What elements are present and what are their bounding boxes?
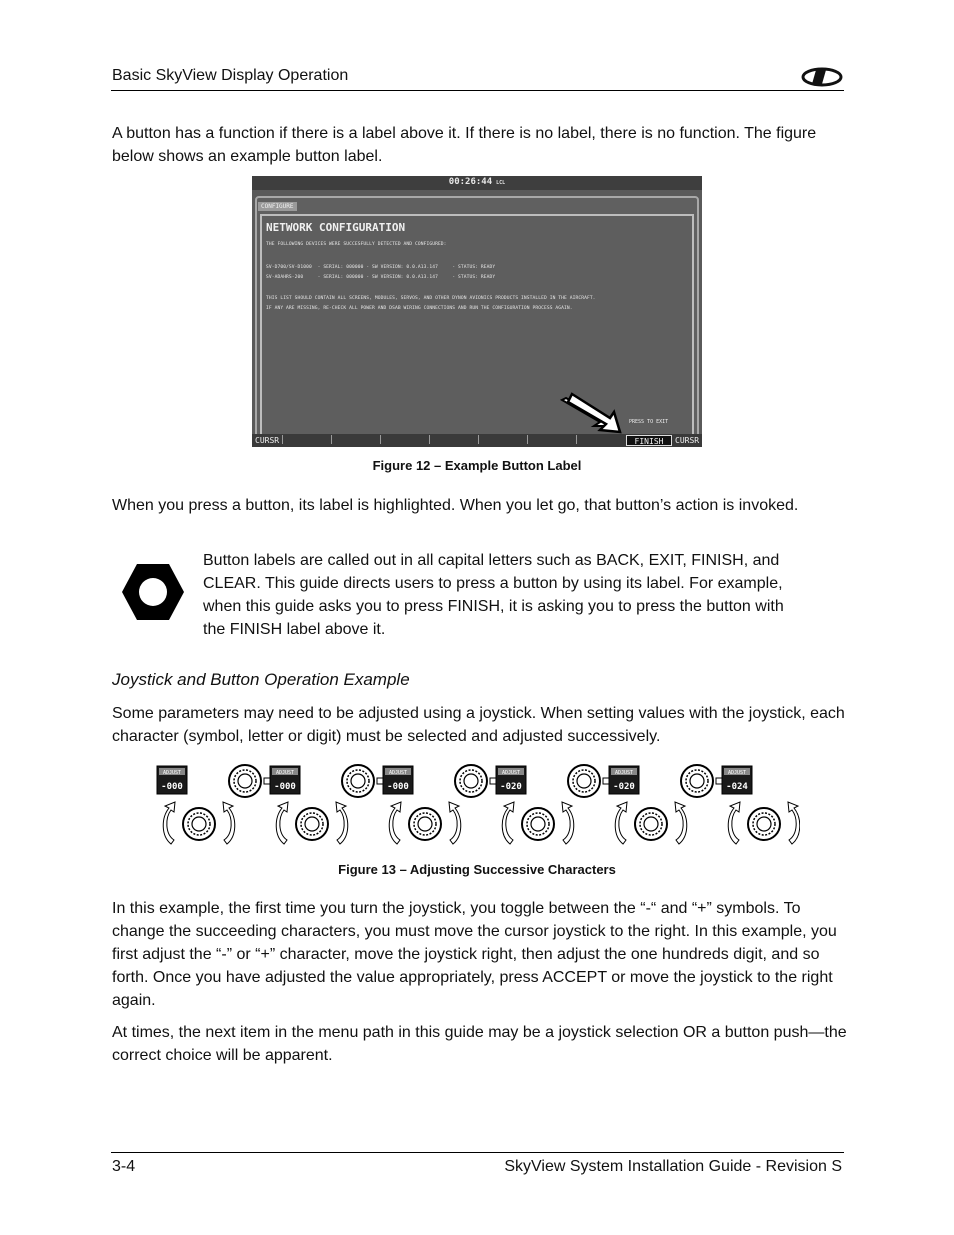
adjust-label: ADJUST — [162, 770, 182, 776]
example-paragraph: In this example, the first time you turn the joystick, you toggle between the “-“ and “+” symbols. To change the succeeding characters, you must move the cursor joystick to the right. In this example, you first adjust the “-” or “+” character, move the joystick right, then adjust the one hundreds digit, and so forth. Once you have adjusted the value appropriately, press ACCEPT or move the joystick to the right again. — [112, 900, 837, 1009]
document-title: SkyView System Installation Guide - Revision S — [504, 1158, 842, 1175]
adjust-label: ADJUST — [614, 770, 634, 776]
network-panel — [260, 214, 694, 436]
running-header: Basic SkyView Display Operation — [112, 67, 349, 84]
adjust-value: -000 — [274, 782, 296, 792]
adjust-label: ADJUST — [501, 770, 521, 776]
panel-title: NETWORK CONFIGURATION — [266, 221, 406, 234]
device-row: SV-D700/SV-D1000 - SERIAL: 000000 - SW VERSION: 0.0.A13.147 - STATUS: READY — [266, 265, 496, 270]
cursor-button-left[interactable]: CURSR — [255, 436, 280, 445]
device-row: SV-ADAHRS-200 - SERIAL: 000000 - SW VERSION: 0.0.A13.147 - STATUS: READY — [266, 275, 496, 280]
intro-paragraph: A button has a function if there is a label above it. If there is no label, there is no function. The figure below shows an example button label. — [112, 125, 817, 165]
clock-readout: 00:26:44 LCL — [448, 177, 506, 187]
menu-path-paragraph: At times, the next item in the menu path in this guide may be a joystick selection OR a button push—the correct choice will be apparent. — [112, 1024, 847, 1064]
finish-button[interactable]: FINISH — [626, 435, 672, 446]
figure-13-caption: Figure 13 – Adjusting Successive Characters — [338, 862, 616, 877]
cursor-button-right[interactable]: CURSR — [675, 436, 700, 445]
instruction-line: THIS LIST SHOULD CONTAIN ALL SCREENS, MODULES, SERVOS, AND OTHER DYNON AVIONICS PRODUCTS INSTALLED IN THE AIRCRAFT. — [266, 296, 596, 301]
note-text: Button labels are called out in all capital letters such as BACK, EXIT, FINISH, and CLEAR. This guide directs users to press a button by using its label. For example, when this guide asks you to press FINISH, it is asking you to press the button with the FINISH label above it. — [203, 552, 784, 638]
press-paragraph: When you press a button, its label is highlighted. When you let go, that button’s action is invoked. — [112, 497, 799, 514]
button-divider — [478, 435, 479, 444]
joystick-steps — [155, 762, 800, 846]
figure-12-caption: Figure 12 – Example Button Label — [372, 458, 582, 473]
adjust-value: -020 — [613, 782, 635, 792]
header-rule — [111, 90, 844, 91]
button-divider — [380, 435, 381, 444]
adjust-label: ADJUST — [727, 770, 747, 776]
adjust-value: -000 — [161, 782, 183, 792]
network-configuration-screenshot — [252, 176, 702, 447]
button-divider — [331, 435, 332, 444]
adjust-value: -024 — [726, 782, 748, 792]
joystick-paragraph: Some parameters may need to be adjusted using a joystick. When setting values with the joystick, each character (symbol, letter or digit) must be selected and adjusted successively. — [112, 705, 845, 745]
dynon-logo-icon — [800, 66, 844, 88]
adjust-label: ADJUST — [275, 770, 295, 776]
section-subheading: Joystick and Button Operation Example — [112, 670, 410, 689]
adjust-value: -020 — [500, 782, 522, 792]
press-to-exit-hint: PRESS TO EXIT — [629, 419, 669, 425]
adjust-label: ADJUST — [388, 770, 408, 776]
page-number: 3-4 — [112, 1158, 136, 1175]
hex-nut-icon — [121, 562, 185, 622]
button-divider — [429, 435, 430, 444]
footer-rule — [111, 1152, 844, 1153]
button-divider — [282, 435, 283, 444]
adjust-value: -000 — [387, 782, 409, 792]
detected-line: THE FOLLOWING DEVICES WERE SUCCESFULLY DETECTED AND CONFIGURED: — [266, 242, 447, 247]
instruction-line: IF ANY ARE MISSING, RE-CHECK ALL POWER AND DSAB WIRING CONNECTIONS AND RUN THE CONFIGURATION PROCESS AGAIN. — [266, 306, 573, 311]
pointer-arrow-icon — [558, 390, 628, 440]
button-divider — [527, 435, 528, 444]
menu-tab-configure: CONFIGURE — [258, 202, 297, 211]
